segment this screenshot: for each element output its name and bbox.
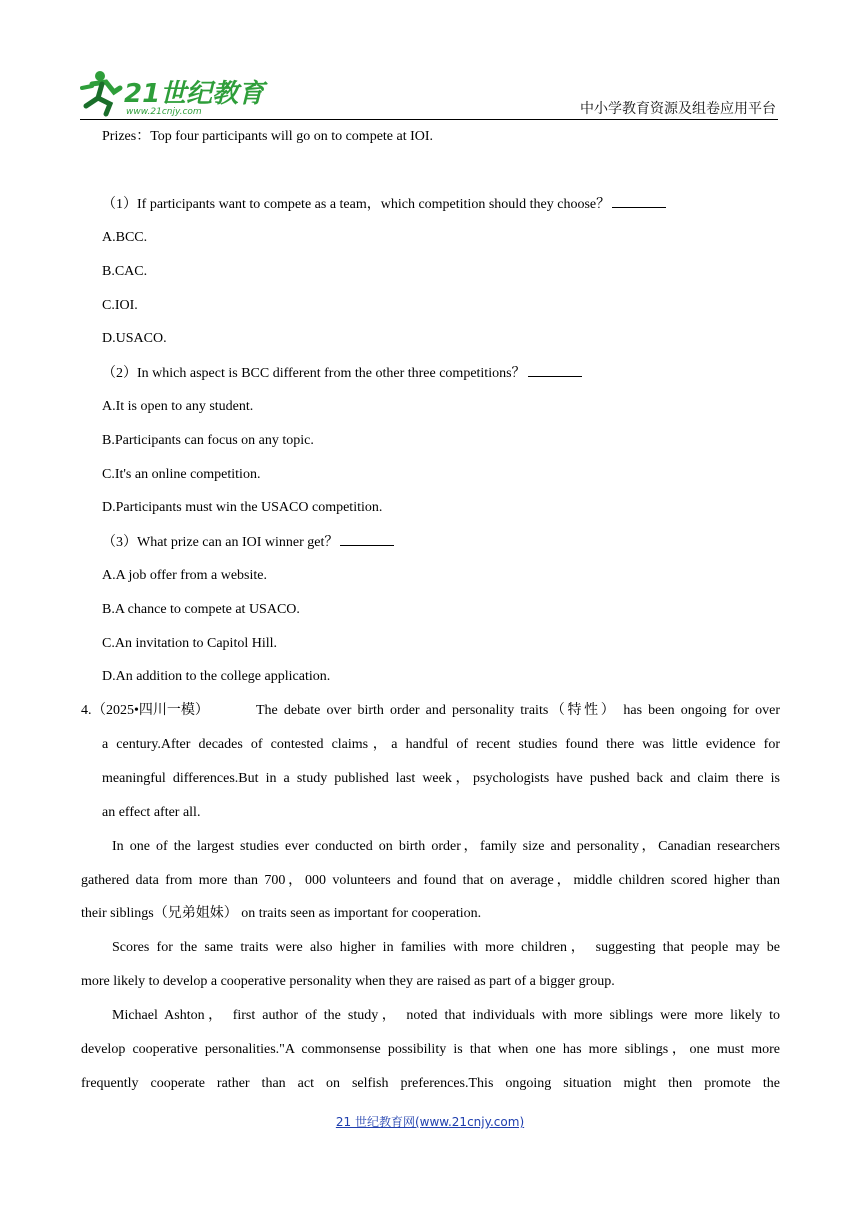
passage-line-2: a century.After decades of contested claims，a handful of recent studies found there was little evidence for — [102, 737, 780, 752]
page-header — [80, 66, 778, 120]
paragraph-4-line-3: frequently cooperate rather than act on selfish preferences.This ongoing situation might then promote the — [81, 1076, 780, 1091]
footer-link[interactable]: 21 世纪教育网(www.21cnjy.com) — [335, 1115, 525, 1129]
paragraph-3-line-2: more likely to develop a cooperative personality when they are raised as part of a bigger group. — [81, 974, 615, 989]
paragraph-3-line-1: Scores for the same traits were also higher in families with more children， suggesting that people may be — [112, 940, 780, 955]
q1-option-a: A.BCC. — [102, 230, 148, 245]
q3-option-c: C.An invitation to Capitol Hill. — [102, 636, 277, 651]
answer-blank[interactable] — [340, 533, 394, 546]
paragraph-2-line-1: In one of the largest studies ever conducted on birth order，family size and personality，Canadian researchers — [112, 839, 780, 854]
passage-line-4: an effect after all. — [102, 805, 201, 820]
passage-number: 4. — [81, 703, 92, 718]
logo-url: www.21cnjy.com — [126, 107, 202, 117]
q1-option-d: D.USACO. — [102, 331, 167, 346]
site-logo — [80, 66, 265, 118]
q2-option-d: D.Participants must win the USACO competition. — [102, 500, 383, 515]
passage-source: （2025•四川一模） — [92, 703, 209, 718]
question-1-stem: （1）If participants want to compete as a team，which competition should they choose？ — [102, 195, 666, 214]
paragraph-2-line-2: gathered data from more than 700，000 volunteers and found that on average，middle children scored higher than — [81, 873, 780, 888]
question-2-stem: （2）In which aspect is BCC different from the other three competitions？ — [102, 364, 582, 383]
paragraph-4-line-2: develop cooperative personalities."A commonsense possibility is that when one has more siblings，one must more — [81, 1042, 780, 1057]
answer-blank[interactable] — [528, 364, 582, 377]
prizes-line: Prizes：Top four participants will go on to compete at IOI. — [102, 129, 434, 144]
q1-option-b: B.CAC. — [102, 264, 148, 279]
paragraph-4-line-1: Michael Ashton， first author of the study， noted that individuals with more siblings were more likely to — [112, 1008, 780, 1023]
q2-option-b: B.Participants can focus on any topic. — [102, 433, 314, 448]
q1-option-c: C.IOI. — [102, 298, 138, 313]
logo-wordmark: 21世纪教育 — [124, 79, 265, 109]
q2-option-c: C.It's an online competition. — [102, 467, 261, 482]
q2-option-a: A.It is open to any student. — [102, 399, 254, 414]
header-divider — [80, 119, 778, 120]
question-3-stem: （3）What prize can an IOI winner get？ — [102, 533, 394, 552]
page-footer — [0, 1113, 860, 1130]
q3-option-b: B.A chance to compete at USACO. — [102, 602, 300, 617]
passage-line-1: The debate over birth order and personality traits（特性） has been ongoing for over — [256, 703, 780, 718]
runner-icon — [82, 71, 120, 114]
passage-line-3: meaningful differences.But in a study published last week，psychologists have pushed back and claim there is — [102, 771, 780, 786]
q3-option-d: D.An addition to the college application. — [102, 669, 331, 684]
paragraph-2-line-3: their siblings（兄弟姐妹） on traits seen as important for cooperation. — [81, 906, 482, 921]
q3-option-a: A.A job offer from a website. — [102, 568, 267, 583]
platform-label: 中小学教育资源及组卷应用平台 — [580, 101, 776, 117]
answer-blank[interactable] — [612, 195, 666, 208]
